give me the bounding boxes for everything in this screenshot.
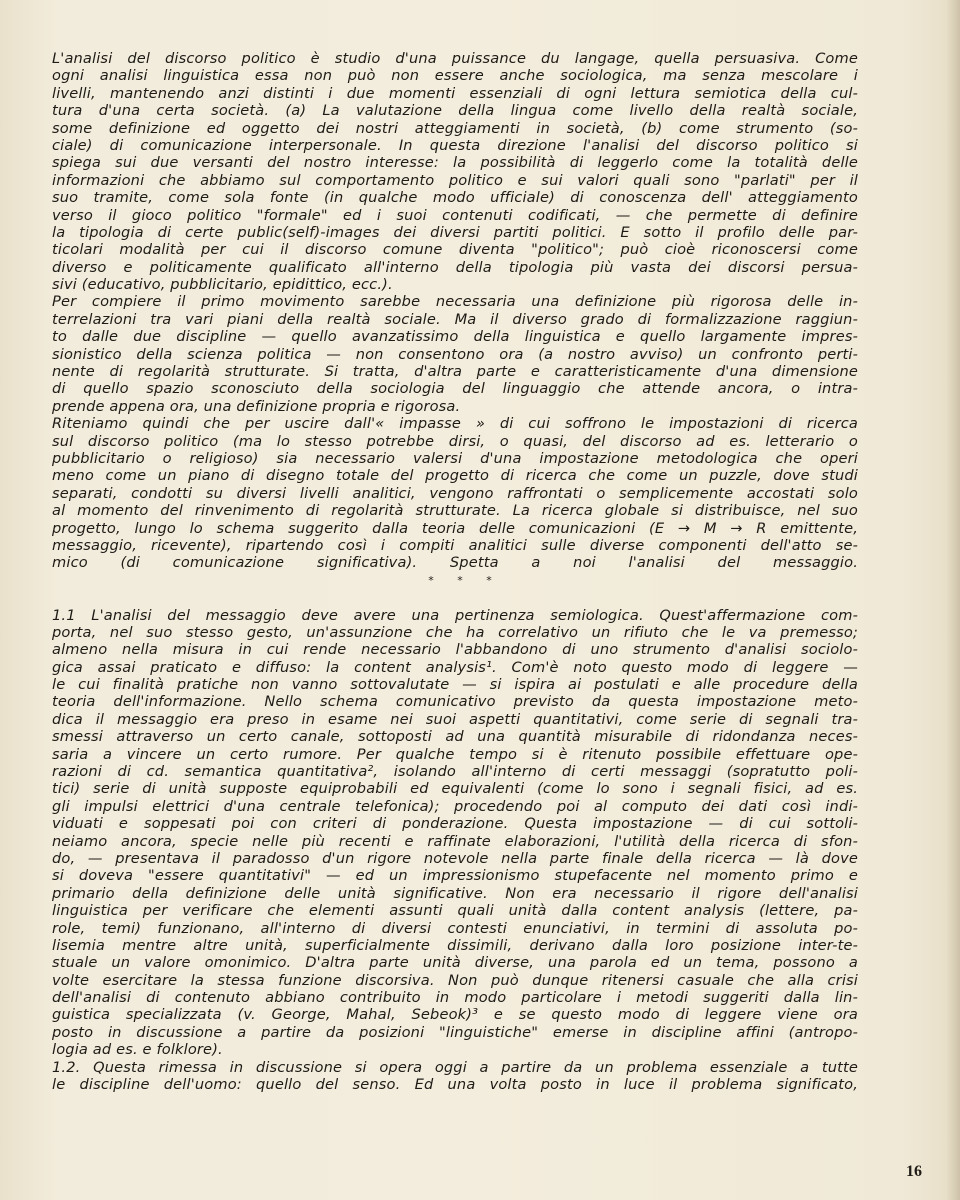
page-edge-shadow <box>946 0 960 1200</box>
text-line: logia ad es. e folklore). <box>52 1041 223 1059</box>
text-line: separati, condotti su diversi livelli analitici, vengono raffrontati o semplicemente accostati solo <box>52 484 858 502</box>
text-line: smessi attraverso un certo canale, sottoposti ad una quantità misurabile di ridondanza neces- <box>52 728 858 746</box>
text-line: livelli, mantenendo anzi distinti i due momenti essenziali di ogni lettura semiotica della cul- <box>52 84 858 102</box>
text-line: ticolari modalità per cui il discorso comune diventa "politico"; può cioè riconoscersi come <box>52 241 858 259</box>
text-line: role, temi) funzionano, all'interno di diversi contesti enunciativi, in termini di assoluta po- <box>52 919 858 937</box>
text-line: Riteniamo quindi che per uscire dall'« impasse » di cui soffrono le impostazioni di ricerca <box>52 415 858 433</box>
text-line: dica il messaggio era preso in esame nei suoi aspetti quantitativi, come serie di segnali tra- <box>52 710 858 728</box>
text-line: guistica specializzata (v. George, Mahal, Sebeok)³ e se questo modo di leggere viene ora <box>52 1006 858 1024</box>
text-line: razioni di cd. semantica quantitativa², isolando all'interno di certi messaggi (sopratutto poli- <box>52 763 858 781</box>
text-line: L'analisi del discorso politico è studio d'una puissance du langage, quella persuasiva. Come <box>52 50 858 67</box>
text-line: la tipologia di certe public(self)-images dei diversi partiti politici. E sotto il profilo delle par- <box>52 223 858 241</box>
text-line: sul discorso politico (ma lo stesso potrebbe dirsi, o quasi, del discorso ad es. letterario o <box>52 432 858 450</box>
text-line: neiamo ancora, specie nelle più recenti e raffinate elaborazioni, l'utilità della ricerca di sfon- <box>52 832 858 850</box>
text-line: 1.2. Questa rimessa in discussione si opera oggi a partire da un problema essenziale a tutte <box>52 1058 858 1076</box>
text-line: informazioni che abbiamo sul comportamento politico e sui valori quali sono "parlati" per il <box>52 171 858 189</box>
text-line: to dalle due discipline — quello avanzatissimo della linguistica e quello largamente impres- <box>52 328 858 346</box>
page-number: 16 <box>906 1163 922 1180</box>
spacer <box>52 589 858 606</box>
text-line: sivi (educativo, pubblicitario, epidittico, ecc.). <box>52 276 393 294</box>
body-text <box>52 50 858 1093</box>
text-line: messaggio, ricevente), ripartendo così i compiti analitici sulle diverse componenti dell'atto se- <box>52 536 858 554</box>
text-line: stuale un valore omonimico. D'altra parte unità diverse, una parola ed un tema, possono a <box>52 954 858 972</box>
text-line: si doveva "essere quantitativi" — ed un impressionismo stupefacente nel momento primo e <box>52 867 858 885</box>
text-line: posto in discussione a partire da posizioni "linguistiche" emerse in discipline affini (antropo- <box>52 1023 858 1041</box>
text-line: volte esercitare la stessa funzione discorsiva. Non può dunque ritenersi casuale che alla crisi <box>52 971 858 989</box>
text-line: mico (di comunicazione significativa). Spetta a noi l'analisi del messaggio. <box>52 554 858 572</box>
text-line: some definizione ed oggetto dei nostri atteggiamenti in società, (b) come strumento (so- <box>52 119 858 137</box>
text-line: almeno nella misura in cui rende necessario l'abbandono di uno strumento d'analisi sociolo- <box>52 641 858 659</box>
text-line: spiega sui due versanti del nostro interesse: la possibilità di leggerlo come la totalità delle <box>52 154 858 172</box>
text-line: porta, nel suo stesso gesto, un'assunzione che ha correlativo un rifiuto che le va premesso; <box>52 623 858 641</box>
text-line: di quello spazio sconosciuto della sociologia del linguaggio che attende ancora, o intra- <box>52 380 858 398</box>
text-line: le discipline dell'uomo: quello del senso. Ed una volta posto in luce il problema significato, <box>52 1076 858 1094</box>
text-line: saria a vincere un certo rumore. Per qualche tempo si è ritenuto possibile effettuare ope- <box>52 745 858 763</box>
text-line: nente di regolarità strutturate. Si tratta, d'altra parte e caratteristicamente d'una dimensione <box>52 363 858 381</box>
text-line: gica assai praticato e diffuso: la content analysis¹. Com'è noto questo modo di leggere — <box>52 658 858 676</box>
text-line: al momento del rinvenimento di regolarità strutturate. La ricerca globale si distribuisce, nel suo <box>52 502 858 520</box>
text-line: diverso e politicamente qualificato all'interno della tipologia più vasta dei discorsi persua- <box>52 258 858 276</box>
paragraph-block-section-1 <box>52 607 858 1094</box>
text-line: ogni analisi linguistica essa non può non essere anche sociologica, ma senza mescolare i <box>52 67 858 85</box>
text-line: gli impulsi elettrici d'una centrale telefonica); procedendo poi al computo dei dati così indi- <box>52 797 858 815</box>
text-line: tura d'una certa società. (a) La valutazione della lingua come livello della realtà sociale, <box>52 102 858 120</box>
text-line: linguistica per verificare che elementi assunti quali unità dalla content analysis (lettere, pa- <box>52 902 858 920</box>
text-line: pubblicitario o religioso) sia necessario valersi d'una impostazione metodologica che operi <box>52 449 858 467</box>
text-line: ciale) di comunicazione interpersonale. In questa direzione l'analisi del discorso politico si <box>52 136 858 154</box>
text-line: prende appena ora, una definizione propria e rigorosa. <box>52 397 461 415</box>
paragraph-block-intro <box>52 50 858 572</box>
text-line: meno come un piano di disegno totale del progetto di ricerca che come un puzzle, dove studi <box>52 467 858 485</box>
section-separator: * * * <box>428 573 502 587</box>
text-line: teoria dell'informazione. Nello schema comunicativo previsto da questa impostazione meto- <box>52 693 858 711</box>
text-line: progetto, lungo lo schema suggerito dalla teoria delle comunicazioni (E → M → R emittente, <box>52 519 858 537</box>
text-line: do, — presentava il paradosso d'un rigore notevole nella parte finale della ricerca — là dove <box>52 849 858 867</box>
text-line: terrelazioni tra vari piani della realtà sociale. Ma il diverso grado di formalizzazione raggiun- <box>52 310 858 328</box>
text-line: 1.1 L'analisi del messaggio deve avere una pertinenza semiologica. Quest'affermazione com- <box>52 606 858 624</box>
text-line: Per compiere il primo movimento sarebbe necessaria una definizione più rigorosa delle in- <box>52 293 858 311</box>
text-line: suo tramite, come sola fonte (in qualche modo ufficiale) di conoscenza dell' atteggiamento <box>52 189 858 207</box>
text-line: primario della definizione delle unità significative. Non era necessario il rigore dell'analisi <box>52 884 858 902</box>
text-line: le cui finalità pratiche non vanno sottovalutate — si ispira ai postulati e alle procedure della <box>52 676 858 694</box>
text-line: viduati e soppesati poi con criteri di ponderazione. Questa impostazione — di cui sottoli- <box>52 815 858 833</box>
text-line: tici) serie di unità supposte equiprobabili ed equivalenti (come lo sono i segnali fisici, ad es. <box>52 780 858 798</box>
text-line: lisemia mentre altre unità, superficialmente dissimili, derivano dalla loro posizione inter-te- <box>52 936 858 954</box>
text-line: sionistico della scienza politica — non consentono ora (a nostro avviso) un confronto perti- <box>52 345 858 363</box>
text-line: verso il gioco politico "formale" ed i suoi contenuti codificati, — che permette di definire <box>52 206 858 224</box>
text-line: dell'analisi di contenuto abbiano contribuito in modo particolare i metodi suggeriti dalla lin- <box>52 989 858 1007</box>
